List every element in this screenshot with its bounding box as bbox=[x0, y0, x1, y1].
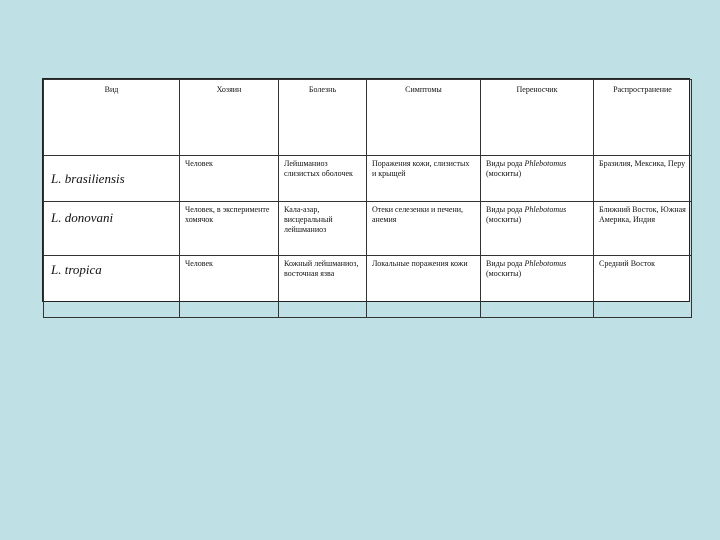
vector-cell bbox=[481, 156, 594, 202]
vector-cell bbox=[481, 256, 594, 318]
disease-cell: Кожный лейшманиоз, восточная язва bbox=[279, 256, 367, 318]
table-row bbox=[44, 256, 692, 318]
distribution-cell: Бразилия, Мексика, Перу bbox=[594, 156, 692, 202]
vector-prefix: Виды рода bbox=[486, 259, 525, 268]
vector-genus: Phlebotomus bbox=[524, 259, 567, 268]
host-cell: Человек bbox=[180, 256, 279, 318]
symptoms-cell: Локальные поражения кожи bbox=[367, 256, 481, 318]
header-disease: Болезнь bbox=[279, 80, 367, 156]
vector-suffix: (москиты) bbox=[486, 215, 522, 224]
vector-prefix: Виды рода bbox=[486, 159, 525, 168]
header-vector: Переносчик bbox=[481, 80, 594, 156]
symptoms-cell: Отеки селезенки и печени, анемия bbox=[367, 202, 481, 256]
distribution-cell: Средний Восток bbox=[594, 256, 692, 318]
leishmania-table bbox=[42, 78, 690, 302]
distribution-cell: Ближний Восток, Южная Америка, Индия bbox=[594, 202, 692, 256]
vector-prefix: Виды рода bbox=[486, 205, 525, 214]
species-cell: L. donovani bbox=[44, 202, 180, 256]
vector-suffix: (москиты) bbox=[486, 169, 522, 178]
species-cell: L. brasiliensis bbox=[44, 156, 180, 202]
species-cell: L. tropica bbox=[44, 256, 180, 318]
vector-genus: Phlebotomus bbox=[524, 205, 567, 214]
symptoms-cell: Поражения кожи, слизистых и крыщей bbox=[367, 156, 481, 202]
header-distribution: Распространение bbox=[594, 80, 692, 156]
header-host: Хозяин bbox=[180, 80, 279, 156]
host-cell: Человек bbox=[180, 156, 279, 202]
vector-genus: Phlebotomus bbox=[524, 159, 567, 168]
header-row bbox=[44, 80, 692, 156]
species-table bbox=[43, 79, 692, 318]
vector-cell bbox=[481, 202, 594, 256]
table-row bbox=[44, 202, 692, 256]
header-symptoms: Симптомы bbox=[367, 80, 481, 156]
table-row bbox=[44, 156, 692, 202]
header-species: Вид bbox=[44, 80, 180, 156]
host-cell: Человек, в эксперименте хомячок bbox=[180, 202, 279, 256]
vector-suffix: (москиты) bbox=[486, 269, 522, 278]
disease-cell: Лейшманиоз слизистых оболочек bbox=[279, 156, 367, 202]
disease-cell: Кала-азар, висцеральный лейшманиоз bbox=[279, 202, 367, 256]
